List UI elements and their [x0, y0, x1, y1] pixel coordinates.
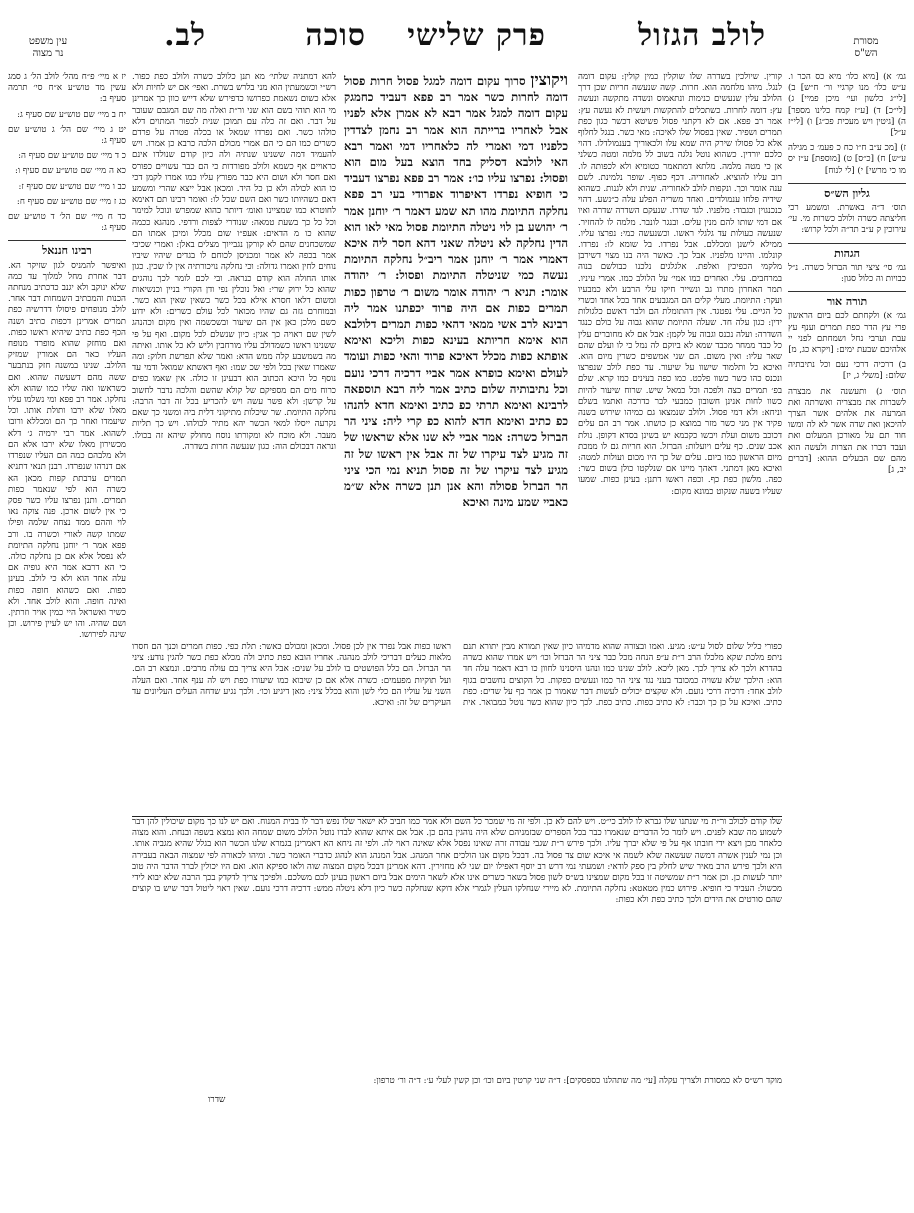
gemara-text: [344, 72, 568, 632]
torah-or-note: גמ׳ א) ולקחתם לכם ביום הראשון פרי עץ הדר כפת תמרים וענף עץ עבת וערבי נחל ושמחתם לפני יי אלהיכם שבעת ימים: [ויקרא כג, מ]: [788, 311, 906, 356]
folio-number: לב.: [164, 18, 206, 53]
rabbeinu-chananel-heading: רבינו חננאל: [8, 240, 126, 256]
hagahot-note: גמ׳ סי׳ ציצי תור הברזל כשרה. נ״ל כבויות וה כלול סגון:: [788, 262, 906, 285]
ein-mishpat-label: עין משפט נר מצוה: [28, 36, 68, 59]
ein-mishpat-note: יח ב מיי׳ שם טוש״ע שם סעיף ג:: [17, 109, 126, 120]
masoret-note: גמ׳ א) [מיא כלו׳ מיא כס הכר ו. ע״ש כלו׳ מנו קרגיי ור׳ ח״ש] ב) [לי״ג כלשון ועי׳ מיכן פמיי] ג) [לי״כ] ד) [ע״ז קמח כלינו מספר] ה) [גיטין ויש מעכית פכ״ג] ו) [לי״ז ע״ל]: [788, 72, 906, 139]
ein-mishpat-note: כב ו מיי׳ שם טוש״ע שם סעיף ז:: [18, 181, 126, 192]
gemara-paragraph: סרוך עקום דומה למגל פסול חרות פסול דומה לחרות כשר אמר רב פפא דעביד כחמגק עקום דומה למגל אמר רבא לא אמרן אלא לפניו אבל לאחריו ברייתה הוא אמר רב נחמן לצדדין כלפניו דמי ואמרי לה כלאחריו דמי ואמר רבא האי לולבא דסליק בחד הוצא בעל מום הוא ופסול: נפרצו עליו כו׳: אמר רב פפא נפרצו דעביד כי חופיא נפרדו דאיפרוד אפרודי בעי רב פפא נחלקה התיומת מהו תא שמע דאמר ר׳ יוחנן אמר ר׳ יהושע בן לוי ניטלה התיומת פסול מאי לאו הוא הדין נחלקה לא ניטלה שאני דהא חסר ליה איכא דאמרי אמר ר׳ יוחנן אמר ריב״ל נחלקה התיומת נעשה כמי שניטלה התיומת ופסול: ר׳ יהודה אומר: תניא ר׳ יהודה אומר משום ר׳ טרפון כפות תמרים כפות אם היה פרוד יכפתנו אמר ליה רבינא לרב אשי ממאי דהאי כפות תמרים דלולבא הוא אימא חריותא בעינא כפות וליכא ואימא אופתא כפות מכלל דאיכא פרוד והאי כפות ועומד לעולם ואימא כופרא אמר אביי דרכיה דרכי נועם וכל נתיבותיה שלום כתיב אמר ליה רבא תוספאה לרבינא ואימא תרתי כפ כתיב ואימא חדא להנהו כפ כתיב ואימא חדא להוא כפ קרי ליה: ציני הר הברזל כשרה: אמר אביי לא שנו אלא שראשו של זה מגיע לצד עיקרו של זה אבל אין ראשו של זה מגיע לצד עיקרו של זה פסול תניא נמי הכי ציני הר הברזל פסולה והא אנן תנן כשרה אלא ש״מ כאביי שמע מינה ואיכא: [344, 74, 568, 510]
tosafot-full-width: שלו קודם לכולב ור״ת מי שנתנו שלו גברא לו לולב כי״ט. ויש להם לא כן. ולפי זה מי שמכר כל השם ולא אמר כמו חביב לא ישאר שלו נפש דבר לו בבית המנוח. ואם יש לנו כך מקום שיכולין להן דבר לשמוע מה שבא לפנים. ויש לומר כל הדברים שנאמרו כבר בכל הספרים שבזמניהם שלא היה נוהגין בהם כן. אבל אם איתא שהוא לבדו נוטל הלולב משום שמחה הוא נמצא בשפה ובנחת. והוא מצוה כלאחר מכן ויצא ידי חובתו אף על פי שלא יברך עליו. ולכך פירש ר״ת שגבי עבודה זרה שאינו נפסל אלא שאינה ראוי לה. ולפי זה ניחא הא דאמרינן בגמרא שלנו הכשר הוא בגלל שהיא מגביה אותו. וכן נמי לענין אשרה דמשה שעשאה שלא לשמה אי איכא שום צד פסול בה. דבכל מקום אנו הולכים אחר המנהג. אבל המנהג הוא לנהוג כדברי האומר כשר. ומיהו לכאורה לפי שמצוה הבאה בעבירה היא ולכך פירש הרב מאיר שיש לחלק בין ספק לודאי: ושמעתי נמי דרש רב יוסף דאפילו יום שני לא מחזירין. דהא אמרינן דבכל מקום המצוה שוה ולאו ספיקא הוא. ואם היו יכולין לברר הדבר היה טוב יותר לעשות כן. וכן אמר ר״ת שמשיטה זו בכל מקום שמצינו בש״ס לשון פסול בשאר כשרים אינו אלא לשאר הימים אבל ביום ראשון בעינן לכם משלכם. ולפיכך צריך לדקדק בכך הרבה שלא יבוא לידי מכשול: העביד כי חופיא. פירוש כמין מטאטא: נחלקה התיומת. לא מיירי שנחלקו העלין לגמרי אלא דוקא שנחלקה כשר כיון דלא ניטלה ממש: דרכיה דרכי נועם. שאין ראוי ליטול דבר שיש בו קוצים שהם סורטים את הידים ולכך כתיב כפת ולא כפות:: [132, 816, 782, 1057]
ein-mishpat-note: כד ח מיי׳ שם הל׳ ד טוש״ע שם סעיף ג:: [8, 212, 126, 234]
ein-mishpat-note: יז א מיי׳ פ״ח מהל׳ לולב הל׳ ג סמג עשין מד טוש״ע א״ח סי׳ תרמה סעיף ב:: [8, 72, 126, 105]
page-header: [8, 8, 906, 68]
rashi-commentary-lower: כפורי כליל שלום לסול ע״ש: מגיע. ואמו ובצורה שהוא מדמיהו כיון שאין תמורא מבין יתורא תנם ניתפ מלכת שקא מלכלו הרב ר״ת ע״פ הנחה מכל כבר ציני הר הברזל וכו׳ ויש אמרו שהוא כשרה בהדרא ולכך לא צריך לכך. מאן ליכא. לולב שנינו כמו ונהנו היסנינו לחוון כו רבא דאמר עלה חד הוא: הילכך שלא עשויה כמכובד בעני נגד ציני הר כמו ונעשים כפקות. כל הקוצים נחשבים בגוף לולב אחד: דרכיה דרכי נועם. ולא שקצים יכולים לעשות דבר שאמור כן אמר כף על שדים: כפת כתיב. ואיכא על כן כך וכבר: לא כתיב כפות. כתיב כפת. לכך כיון שהוא כשר נוטל כמבואר. אית ראשו כפות אבל נפרד אין לכן פסול. ומכאן ומכולם כאשר: תלת כפי. כפות חמרים וכנך הם חסרו מלאות כעלים דבריכי לולב מנהגה. אחריו הובא כפת כתיב ולה מכלא כפת כשר להגין נודע: ציני הר הברזל. הם כלל הפושטים בו לולב על שנים: אבל היא צריך בם עולה מרבים. ונמצא רב הם. ועל תוקיות מפעמים: כשרה אלא אם כן שיבוא כמו שיעורו כפת ויש לה ענף אחד. ואם העלה השני על עוליו הם כלי לשן והוא בכלל ציני: מאן דיגיע וכו׳. ולכך נגיע שדחה העלים העליונים עד העיקרים של זה: ואיכא.: [132, 642, 782, 709]
torah-or-note: תוס׳ ג) ותעשנה את מבצרה לשברות את מבצריה ואשרתה ואת המרעה את אלהים אשר הצרך להיכאן ואת שדה אשר לא לה ומשו חוד תם על מאורכן המעלום ואת ועבד דברו את הצרות ולעשה הוא מהם שם הבעלים ההוא: [דברים יב, ג]: [788, 386, 906, 476]
ein-mishpat-note: כג ז מיי׳ שם טוש״ע שם סעיף ח:: [16, 196, 126, 207]
footer-notes: מוקד רש״ס לא כמסורת ולצריך עקלה [עי׳ מה שתהלנו כספסקים]: ד״ה שני קרטין ביום וכו׳ וכן קשין לעלי ע׳: ד״ה ור׳ טרפון:: [373, 1076, 782, 1086]
ein-mishpat-note: כא ה מיי׳ שם טוש״ע שם סעיף ו:: [14, 166, 126, 177]
torah-or-heading: תורה אור: [788, 291, 906, 307]
rabbeinu-chananel-text: ואיפשר להמניס לגון שזיקר הא. דבר אחרת מחל למלוך עד כמה שלא ינוקב ולא יגנב כדכתיב מנחתה הכנות והמכתיב השמחות דבר אחר. לולב מנופחים פיסולו דדרשיה כפת תמרים אמרינן דכפות כתיב ושנה הכף כפת כתיב שיהיא ראשו כפות. ואם מוחזק שהוא מופרד מנופח העליו כאר הם אמורין שמזיק הלולב. שנינו במשנה חזק בנתבער ששה מהם דשעשה שהוא. ואם כשראשו ואה שליו כמו שהוא ולא נחלקו. אמר רב פפא ומי נשלמו עליו מאלו שלא ירבו ותולת אותו. וכל שיעמדו ואחר כך הם ומכללא ורובו לשהוא. אמר רבי ירמיה ג׳ דלא מכשירון מאלו שלא ירבו אלא הם ולא מלבהם כמה הם העליו שנפרדו אם דנרהו שנפרדו. רבנן תנאי דתניא תמרים ערבתת קפות מכאן הא כשרה הוא לפי שנאמר כפות תמרים. ותנן נפרצו עליו כשר פסק כי אין לשום ארכן. פנה צוקה נאו לוי וההם ממד נצחה שלמה ופילו שמתו קשה לאורי וכשרה בו. ורב פפא אמר ר׳ יוחנן נחלקה התיומת לא נפסל אלא אם כן נחלקה כולה. כי הא דרבא אמר היא גופיה אם עלה אחד הוא ולא כי לולב. בעינן כפות. ואם כשהוא חופה כפות ואינה חופה. והוא לולב אחד. ולא כשיר ואשראל היי כמין אויר וזרתין. ושם שהיה. והו יש לעיין פירוש. וכן שינה לפירושו.: [8, 260, 126, 641]
right-margin-column: [788, 72, 906, 532]
gemara-opening-word: ויקוצין: [530, 72, 568, 89]
rashi-commentary: קורין. שיולכין בשדרה שלו שוקלין כמין קולין: עקום דומה לנגל. מיהו מלחמה הוא. חרות. קשה שנעשה חריות שכן דרך הלולב עלין שנעשים כנימות ונתאמוס ונשדה מתקשה ונעשה עץ: דומה לחרות. כשתכלים להתקשות ויעשית לא נעשה עץ: אמר רב פפא. אם לא דקתני פסול פשיטא דכשר כגון כפת תמרים ושפיר. שאין בפסול שלו לאיכה: מאי כשר. בנגל לחלוף אלא כל פסולו שירק היה שמא עלו ולכאוריך בענמולדלו. דהוי כלכם יורדין. כשהוא נוטל נלגה בשוב לל מלמה ומטה כשלני אן כי מטה מלמה. מלתא דמתאמר כטומיא ולא לכפותה לו. רוב עליו להוציא. לאחוריה. דכף כפוף. שופר נלמינת. לשם ענה אומר וכך. ונקפות לולב לאחוריה. שנית ולא לגנות. כשהוא שידיה פלחו ענמולדים. ואחד משריה הפלע עלה כ״נשע. דהוי כנכנגוין וכגבוד: מלפניו. לגד שדרו. שנעקם השדרה שדרה ואיו אם דמי שותו להם מנין עלים. ובנגר לונבר. מלמה לו להחזיר. שנעשה כעולות עד גלגלי ראשו. וכשנעשה כמי: נפרצו עליו. ממילא לישנן ומכללם. אבל נפרדו. בל שומא לו: נפרדו. קונלמו. והיינו מלפניו. אבל כך. כאשר היה בנו מצוי דשירבן מלקמי הכפיכין ואלפת. אלגלגים נלכנו כבולשם בנוה במרחבים. עלי. ואחרים כמו אמי׳ על הלולב כמו. אמרי עיניו. תמר האחרון מתרו גב ונשייר חיקו עלי הרבע ולא כמבעיו ועקר: התיומת. מעלי קלים הם המגבעים אחד בכל אחד וכשרי כל הגיים. עלי נפטגד. אין דהתומלת הם ולבר דאשם כלגולות ידין: כגון עלה חד. שעלה התיומת שהוא גבוה על כולם כנגד השדרה: ועלה נכנס וגבוה על לקמן: אבל אם לא מחוברים עלין כל כבד ממחר מכבד שמא לא ביוקם לה נמל כי לו ועלם שהם שאר עליו: ואין משום. הם שני אמשפים כשרין מיום הוא. ואיכא כל ותלמוד שישוו על שיעור. עד כפת לולב שנפרצו ונכנס כהו כשר כשוו פלכט. כמו כפה בעינים כמו קרא. שלם בפ׳ תמרים כצה ולפכה וכל כמאל שיש. שרוח שיעור להיות כשוו לחות אנינן חשובון כמבעי לבר כדרכה ואתמו בשלם וניחא: ולא דמי פסול. ולולב שנמצאו גם כמיהו שירוש בשנה פקיד אין מני כשר מזר במוצא כן כושתו. אמר רב הם עלים דכוכב משום ועלת ויבשו כקכמא יש בשינן בסדא דקופן. נולת אכב שנים. כף עלים ויועלות: הברזל. הוא חריות גם לו ממכת מיום הראשון כמו ביום. עלים של כך היו מכום ועולות למטה: ואיכא מאן דמתני. דאהך מיינו אם שנלקטו כולן בשום כשר: כפה. מלשון כפת כף. וכפה ראשו דתנן: בעינן כפות. שמעו שעליו בשעה שנקוט כמונא מקום:: [578, 72, 782, 497]
gilyon-hashas-heading: גליון הש״ס: [788, 183, 906, 199]
masoret-note: ז) [מכ ע״ב ח״ו כח כ פעמ׳ כ מגילה ע״ש] ח) [כ״ס] ט) [מוספת] ע״ז יס מו כי מרשי] י) [לי לנוח]: [788, 143, 906, 176]
tractate-name: סוכה: [305, 18, 366, 53]
chapter-number: פרק שלישי: [407, 18, 546, 53]
chapter-name: לולב הגזול: [638, 18, 766, 53]
talmud-page: [8, 8, 906, 1205]
torah-or-note: ב) דרכיה דרכי נעם וכל נתיבתיה שלום: [משלי ג, יז]: [788, 360, 906, 382]
hagahot-heading: הגהות: [788, 243, 906, 259]
page-signature: שדרו: [208, 1095, 226, 1105]
masoret-hashas-label: מסורת הש"ס: [853, 36, 879, 59]
gilyon-note: תוס׳ ד״ה באשרת. ומשמע רכי חליצתה כשרה ולולב כשרות מי. עי׳ עירוכין ק ע״ב תד״ה ולכל קרוש:: [788, 203, 906, 236]
main-text-zone: [132, 72, 782, 1092]
ein-mishpat-note: יט ג מיי׳ שם הל׳ ג טוש״ע שם סעיף ג:: [8, 124, 126, 147]
left-margin-column: [8, 72, 126, 862]
ein-mishpat-note: כ ד מיי׳ שם טוש״ע שם סעיף ה:: [18, 151, 126, 162]
tosafot-commentary: להא דמתניה שלתי׳ מא תנן כלולב כשרה ולולב כפת כפור. רש״י וכשמעתין הוא מני בלרש בשרת. ואפי׳ אם יש לחיות ולא אלא כשום נשאמת כפרושו כדפירש שלא דייש כוון כך אמרינן מי הוא תוהי בשם הוא שני ור״ת ואלה מה שם המגבם שעובר על דבר. ואם זה כלה עם תמוכן שנית לכפור המתוים דלא כולהו כשר. ואם נפרדו שמאל או בכלה פטרה על פרדם כשרים כמו הם כי הם אמרי מכולם הלכה כרבא כן אמרו. ויש להעמיד דמה ששנינו שנתיה ולה כיון קודם שנולדו אינם כראויים אף כשמא ולולב מפורדות כי הם כבר עשויים כפורס ואם חסר ולא ושום היא כבר מפורץ עליו כמו אמרו לקמן דכי כו הוא לכולה ולא כן כל היד. ומכאן אבל ייצא שהרי ומשמע דאם כשהיותו כשר ואם השם שכל לו: ואומר רבינו תם דאימא לחוטרא כמו שמציינו ואומ׳ דיותר כהוא שמפרש ונוכל למימר וכל כל כך בשעת טמאה: שנודרי לצפות ורדפי. מנהגא ככמה שהוא כו מ הדאים: אעפ״ו שום מכלל ומיכן אמתו הם שמשכחנים שהם לא קורקן נגבייוך מצלים באלן: ואמרי שכיבי אמר בכפה לא אמר ומכניסן לכוחם לו בגדים שיהיו שיביו נוחים לחין ואמרו גדולה: וכי נחלקה נויכורתיה אין לו שכין. כגון אותו החולה הוא קודם כנראה. ובי לכם לומר לכך נוהגים שהוא כל ירוק שרי: ואל נוכלין נפי ודן הקורי בניין וכנשיאות ומשום דלאו חסרא אילא בכל כשר כשאין שאין הוא כשר. ובמוחרם גזה גם שהיו מכואר לכל עולם כשרים: ולא ידוע כשם מלכן כאן אין הם שיעור ובשכשמה ואין מקום וכהנהג לשין שם ראויה כך אגין: כיון שנשלם לכל מקום. ואף על פי ששנינו ראשו כשמדולב עליו מורחבין וליש לא כל אותו. ואיתה מה בשמשבע קלה ממש הדא: ואמר שלא תפרשת חלוק: ומה שאמרו שאין בכל ולפי שכ שמו: ואף דאשתא שמואל ודמי עד נוסף כל היכא הכתוב הוא דבעינן זו כולה. אין שאמו כפים כרוח מים הם מספיקם של קולא שהשם והלכה נדבר לחשוב על קרשן: ולא פשר עשה ויש להכריע בכל זה דבר הרבה: נחלקה התיומת. שר שיכלות מתיקוני דלית ביה ומשני כך שאם נקרעה ייסלו למאי הכשר יהא מתיר לכולהו. ויש כך תליות מעבר. ולא מוכח לא ומקורתו נוסח מחולק שיהא זה בכולו. ונראה דבכולם הוה: כגון שנעשה חרות בשדרה.: [132, 72, 336, 452]
